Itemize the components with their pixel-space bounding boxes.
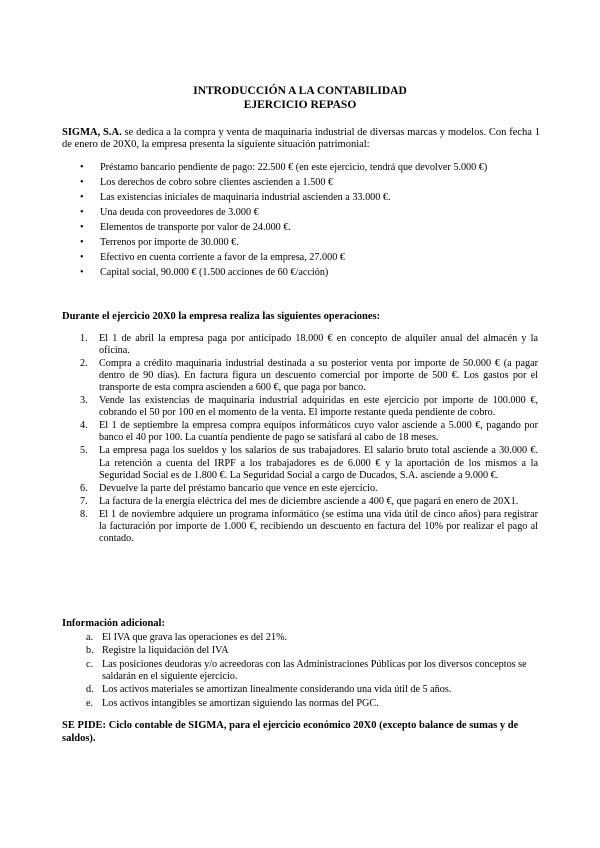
additional-heading: Información adicional:	[62, 618, 165, 629]
task-text: Ciclo contable de SIGMA, para el ejercicio económico 20X0 (excepto balance de sumas y de saldos).	[62, 720, 519, 744]
item-number: 4.	[80, 420, 88, 432]
item-text: Vende las existencias de maquinaria industrial adquiridas en este ejercicio por importe de 100.000 €, cobrando el 50 por 100 en el momento de la venta. El importe restante queda pendiente de cobro.	[99, 395, 538, 419]
item-letter: e.	[86, 697, 94, 709]
list-item	[86, 684, 538, 696]
item-number: 6.	[80, 482, 88, 494]
operations-heading: Durante el ejercicio 20X0 la empresa realiza las siguientes operaciones:	[62, 311, 381, 322]
list-item: • Elementos de transporte por valor de 24.000 €.	[80, 222, 538, 235]
item-letter: c.	[86, 658, 94, 670]
item-text: Las posiciones deudoras y/o acreedoras con las Administraciones Públicas por los diversos conceptos se saldarán en el siguiente ejercicio.	[102, 658, 527, 682]
document-title: INTRODUCCIÓN A LA CONTABILIDAD	[193, 85, 407, 97]
intro-text: se dedica a la compra y venta de maquinaria industrial de diversas marcas y modelos. Con fecha 1 de enero de 20X0, la empresa presenta la siguiente situación patrimonial:	[62, 127, 540, 151]
list-item	[80, 445, 538, 481]
list-item: • Efectivo en cuenta corriente a favor de la empresa, 27.000 €	[80, 252, 538, 265]
item-number: 5.	[80, 445, 88, 457]
list-item	[80, 509, 538, 545]
item-letter: a.	[86, 632, 94, 643]
list-item: • Las existencias iniciales de maquinaria industrial ascienden a 33.000 €.	[80, 192, 538, 205]
item-text: Devuelve la parte del préstamo bancario que vence en este ejercicio.	[99, 482, 378, 494]
intro-paragraph	[62, 127, 540, 151]
item-text: Registre la liquidación del IVA	[102, 645, 229, 657]
item-text: La factura de la energía eléctrica del mes de diciembre asciende a 400 €, que pagará en enero de 20X1.	[99, 495, 519, 507]
list-item	[80, 358, 538, 394]
situation-list	[80, 162, 538, 282]
list-item: • Una deuda con proveedores de 3.000 €	[80, 207, 538, 220]
list-item	[80, 420, 538, 444]
additional-list	[86, 632, 538, 711]
list-item	[80, 395, 538, 419]
document-subtitle: EJERCICIO REPASO	[243, 99, 357, 111]
list-item: • Los derechos de cobro sobre clientes ascienden a 1.500 €	[80, 177, 538, 190]
list-item	[86, 659, 538, 683]
item-text: Compra a crédito maquinaria industrial destinada a su posterior venta por importe de 50.000 € (a pagar dentro de 90 días). En factura figura un descuento comercial por importe de 500 €. Los gastos por el transporte de esta compra ascienden a 600 €, que paga por banco.	[99, 358, 538, 394]
list-item	[80, 333, 538, 357]
list-item	[86, 645, 538, 657]
item-number: 3.	[80, 395, 88, 407]
list-item	[86, 632, 538, 644]
list-item	[80, 496, 538, 508]
item-number: 2.	[80, 358, 88, 370]
item-text: El 1 de noviembre adquiere un programa informático (se estima una vida útil de cinco años) para registrar la facturación por importe de 1.000 €, recibiendo un descuento en factura del 10% por realizar el pago al contado.	[99, 508, 538, 544]
item-text: Los activos intangibles se amortizan siguiendo las normas del PGC.	[102, 697, 379, 709]
item-number: 7.	[80, 495, 88, 507]
item-text: El 1 de abril la empresa paga por anticipado 18.000 € en concepto de alquiler anual del almacén y la oficina.	[99, 333, 538, 357]
item-number: 1.	[80, 333, 88, 344]
item-text: Los activos materiales se amortizan linealmente considerando una vida útil de 5 años.	[102, 684, 452, 696]
task-statement	[62, 719, 540, 745]
item-number: 8.	[80, 508, 88, 520]
item-text: El IVA que grava las operaciones es del 21%.	[102, 632, 288, 643]
list-item: • Préstamo bancario pendiente de pago: 22.500 € (en este ejercicio, tendrá que devolver 5.000 €)	[80, 162, 538, 175]
company-name: SIGMA, S.A.	[62, 127, 122, 138]
list-item: • Capital social, 90.000 € (1.500 acciones de 60 €/acción)	[80, 267, 538, 280]
item-letter: b.	[86, 645, 94, 657]
list-item	[86, 698, 538, 710]
list-item: • Terrenos por importe de 30.000 €.	[80, 237, 538, 250]
item-text: La empresa paga los sueldos y los salarios de sus trabajadores. El salario bruto total asciende a 30.000 €. La retención a cuenta del IRPF a los trabajadores es de 6.000 € y la aportación de los mismos a la Seguridad Social es de 1.800 €. La Seguridad Social a cargo de Ducados, S.A. asciende a 9.000 €.	[99, 445, 538, 481]
operations-list	[80, 333, 538, 546]
list-item	[80, 483, 538, 495]
item-letter: d.	[86, 684, 94, 696]
task-label: SE PIDE:	[62, 720, 107, 731]
item-text: El 1 de septiembre la empresa compra equipos informáticos cuyo valor asciende a 5.000 €, pagando por banco el 40 por 100. La cuantía pendiente de pago se satisfará al cabo de 18 meses.	[99, 420, 538, 444]
